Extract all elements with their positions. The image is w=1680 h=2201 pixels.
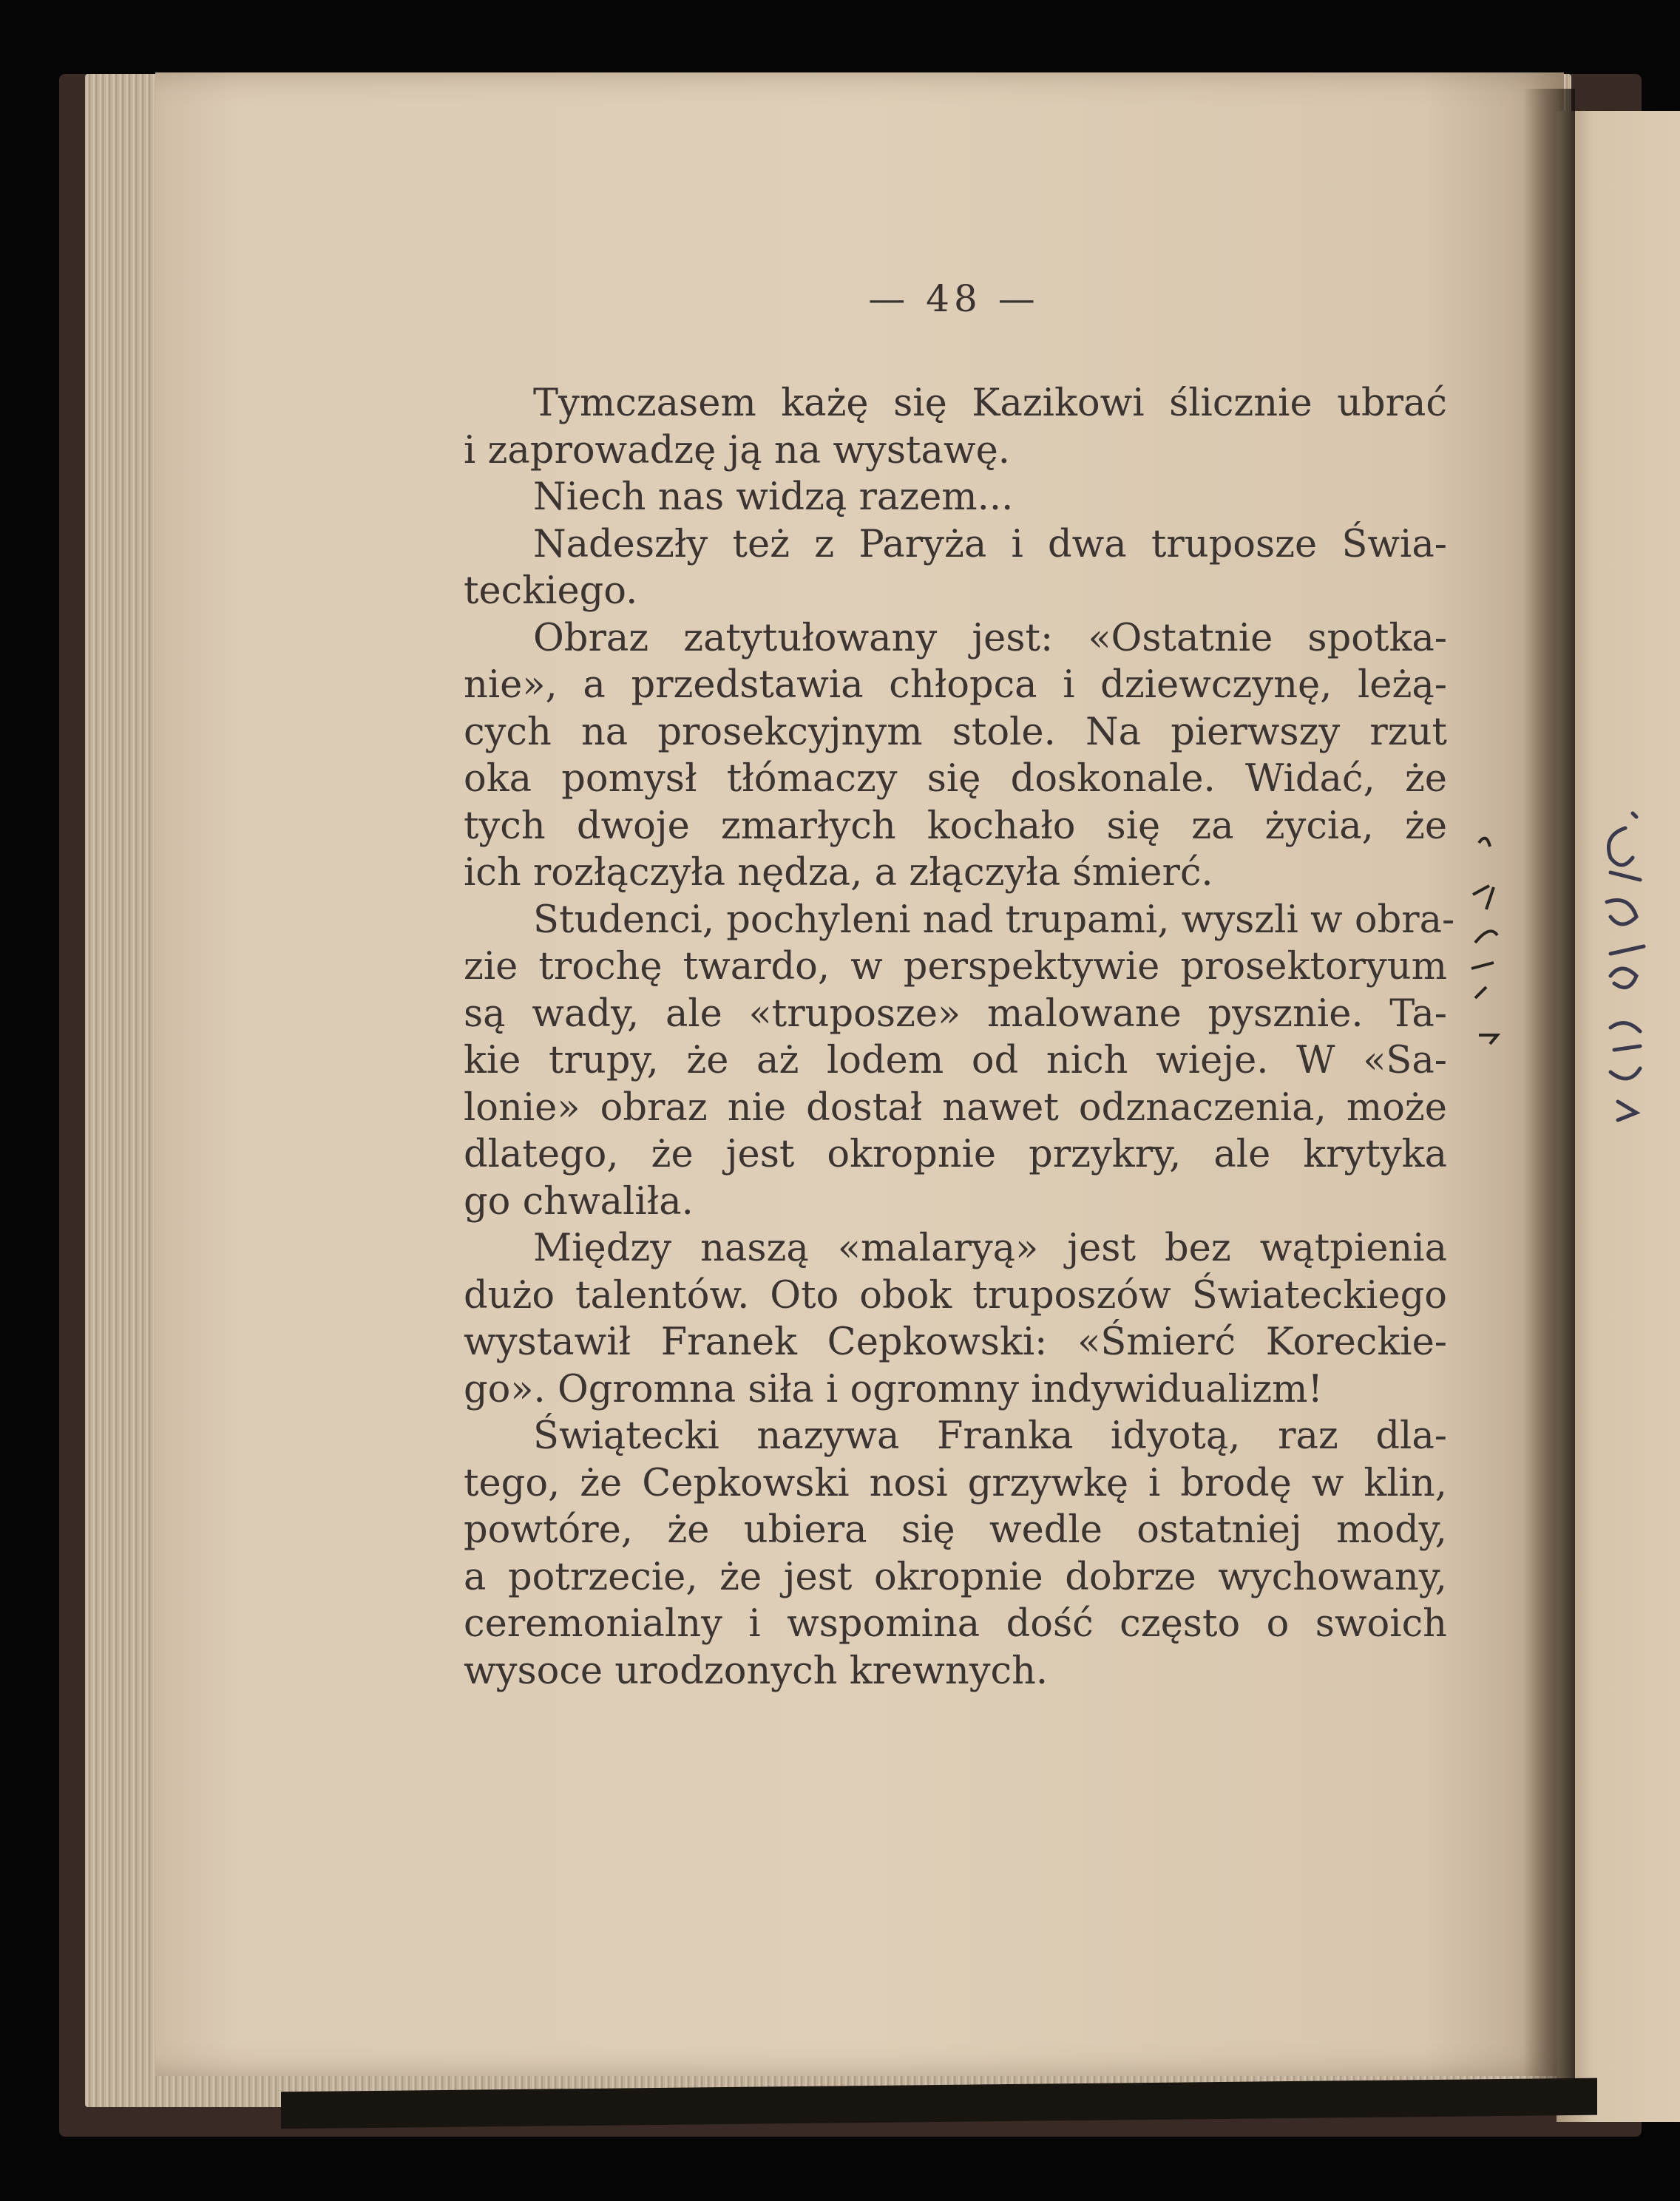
text-line: dużo talentów. Oto obok truposzów Świateckiego	[464, 1273, 1447, 1317]
text-line: ich rozłączyła nędza, a złączyła śmierć.	[464, 851, 1213, 895]
text-line: tego, że Cepkowski nosi grzywkę i brodę w klin,	[464, 1461, 1447, 1505]
text-line: kie trupy, że aż lodem od nich wieje. W «Sa-	[464, 1039, 1447, 1082]
text-line: oka pomysł tłómaczy się doskonale. Widać, że	[464, 757, 1447, 801]
text-line: ceremonialny i wspomina dość często o swoich	[464, 1602, 1447, 1646]
text-line: wystawił Franek Cepkowski: «Śmierć Koreckie-	[464, 1320, 1447, 1364]
text-line: dlatego, że jest okropnie przykry, ale krytyka	[464, 1133, 1447, 1176]
text-line: cych na prosekcyjnym stole. Na pierwszy rzut	[464, 710, 1447, 754]
text-line: Studenci, pochyleni nad trupami, wyszli w obra-	[533, 898, 1455, 942]
text-line: Obraz zatytułowany jest: «Ostatnie spotka-	[533, 616, 1447, 660]
text-line: powtóre, że ubiera się wedle ostatniej mody,	[464, 1508, 1447, 1552]
text-line: teckiego.	[464, 569, 638, 613]
text-line: zie trochę twardo, w perspektywie prosektoryum	[464, 945, 1447, 988]
margin-marks	[1464, 813, 1523, 1094]
page-text	[464, 380, 1455, 1695]
book-spine	[1523, 89, 1575, 2114]
text-line: Nadeszły też z Paryża i dwa truposze Świa-	[533, 522, 1447, 566]
handwritten-annotation	[1588, 806, 1655, 1131]
text-line: a potrzecie, że jest okropnie dobrze wychowany,	[464, 1555, 1447, 1599]
text-line: Niech nas widzą razem...	[533, 475, 1014, 519]
text-line: lonie» obraz nie dostał nawet odznaczenia, może	[464, 1085, 1447, 1130]
text-line: Tymczasem każę się Kazikowi ślicznie ubrać	[533, 381, 1447, 425]
text-line: nie», a przedstawia chłopca i dziewczynę, leżą-	[464, 663, 1447, 707]
page-number: — 48 —	[868, 277, 1040, 320]
text-line: Między naszą «malaryą» jest bez wątpienia	[533, 1227, 1447, 1270]
text-line: wysoce urodzonych krewnych.	[464, 1649, 1049, 1693]
text-line: tych dwoje zmarłych kochało się za życia, że	[464, 804, 1447, 848]
text-line: Świątecki nazywa Franka idyotą, raz dla-	[533, 1414, 1447, 1458]
text-line: są wady, ale «truposze» malowane pysznie. Ta-	[464, 991, 1447, 1036]
text-line: go». Ogromna siła i ogromny indywidualizm!	[464, 1367, 1323, 1411]
text-line: go chwaliła.	[464, 1179, 694, 1224]
text-line: i zaprowadzę ją na wystawę.	[464, 428, 1010, 472]
